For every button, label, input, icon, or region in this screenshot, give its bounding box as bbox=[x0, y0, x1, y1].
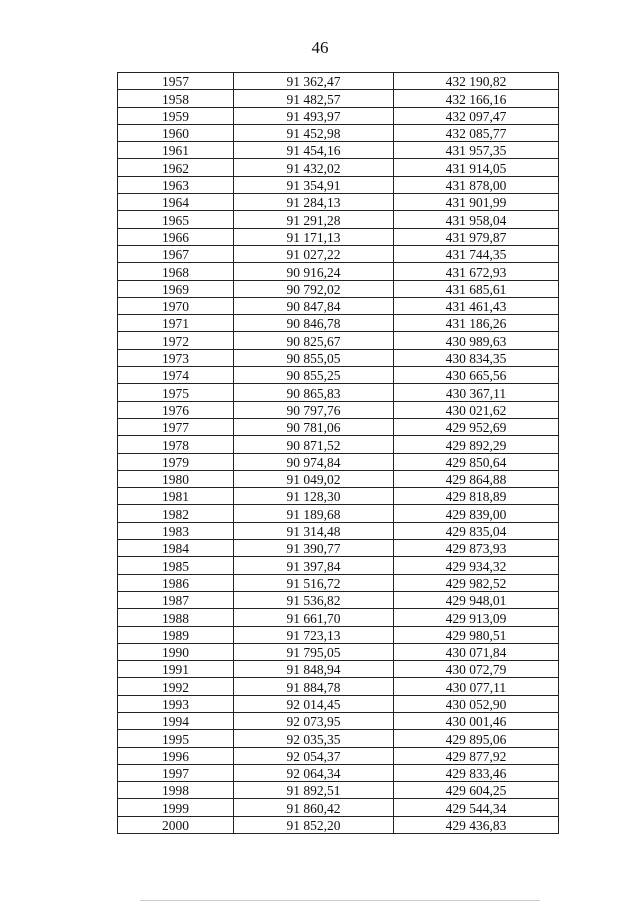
value-b-cell: 429 913,09 bbox=[394, 609, 559, 626]
value-a-cell: 92 054,37 bbox=[234, 747, 394, 764]
year-cell: 1985 bbox=[118, 557, 234, 574]
value-a-cell: 91 452,98 bbox=[234, 124, 394, 141]
table-row bbox=[118, 678, 559, 695]
table-row bbox=[118, 263, 559, 280]
year-cell: 1990 bbox=[118, 643, 234, 660]
table-row bbox=[118, 384, 559, 401]
value-a-cell: 90 865,83 bbox=[234, 384, 394, 401]
value-a-cell: 90 846,78 bbox=[234, 315, 394, 332]
value-b-cell: 432 166,16 bbox=[394, 90, 559, 107]
year-cell: 1973 bbox=[118, 349, 234, 366]
value-a-cell: 91 795,05 bbox=[234, 643, 394, 660]
value-b-cell: 431 901,99 bbox=[394, 194, 559, 211]
table-row bbox=[118, 816, 559, 833]
table-row bbox=[118, 488, 559, 505]
year-cell: 2000 bbox=[118, 816, 234, 833]
value-b-cell: 429 604,25 bbox=[394, 782, 559, 799]
year-cell: 1958 bbox=[118, 90, 234, 107]
value-b-cell: 431 685,61 bbox=[394, 280, 559, 297]
value-b-cell: 429 818,89 bbox=[394, 488, 559, 505]
page-number: 46 bbox=[311, 38, 329, 57]
value-a-cell: 90 797,76 bbox=[234, 401, 394, 418]
value-b-cell: 430 072,79 bbox=[394, 661, 559, 678]
value-b-cell: 429 873,93 bbox=[394, 540, 559, 557]
year-cell: 1984 bbox=[118, 540, 234, 557]
table-row bbox=[118, 245, 559, 262]
table-row bbox=[118, 591, 559, 608]
table-row bbox=[118, 315, 559, 332]
table-row bbox=[118, 764, 559, 781]
value-b-cell: 431 878,00 bbox=[394, 176, 559, 193]
year-cell: 1978 bbox=[118, 436, 234, 453]
table-row bbox=[118, 332, 559, 349]
year-cell: 1965 bbox=[118, 211, 234, 228]
value-a-cell: 91 723,13 bbox=[234, 626, 394, 643]
value-a-cell: 90 916,24 bbox=[234, 263, 394, 280]
year-cell: 1966 bbox=[118, 228, 234, 245]
year-cell: 1999 bbox=[118, 799, 234, 816]
table-row bbox=[118, 367, 559, 384]
year-cell: 1959 bbox=[118, 107, 234, 124]
value-a-cell: 91 536,82 bbox=[234, 591, 394, 608]
table-row bbox=[118, 626, 559, 643]
value-b-cell: 429 850,64 bbox=[394, 453, 559, 470]
year-cell: 1988 bbox=[118, 609, 234, 626]
table-body bbox=[118, 73, 559, 834]
value-a-cell: 91 354,91 bbox=[234, 176, 394, 193]
value-a-cell: 90 974,84 bbox=[234, 453, 394, 470]
value-b-cell: 430 665,56 bbox=[394, 367, 559, 384]
value-a-cell: 91 892,51 bbox=[234, 782, 394, 799]
table-row bbox=[118, 557, 559, 574]
value-b-cell: 430 367,11 bbox=[394, 384, 559, 401]
value-b-cell: 432 085,77 bbox=[394, 124, 559, 141]
value-a-cell: 90 871,52 bbox=[234, 436, 394, 453]
year-cell: 1983 bbox=[118, 522, 234, 539]
year-cell: 1968 bbox=[118, 263, 234, 280]
year-cell: 1993 bbox=[118, 695, 234, 712]
year-cell: 1970 bbox=[118, 297, 234, 314]
value-b-cell: 429 948,01 bbox=[394, 591, 559, 608]
table-row bbox=[118, 661, 559, 678]
table-row bbox=[118, 176, 559, 193]
value-a-cell: 91 454,16 bbox=[234, 142, 394, 159]
table-row bbox=[118, 194, 559, 211]
value-a-cell: 90 825,67 bbox=[234, 332, 394, 349]
table-row bbox=[118, 280, 559, 297]
value-a-cell: 91 852,20 bbox=[234, 816, 394, 833]
value-b-cell: 431 461,43 bbox=[394, 297, 559, 314]
value-b-cell: 429 892,29 bbox=[394, 436, 559, 453]
year-cell: 1962 bbox=[118, 159, 234, 176]
table-row bbox=[118, 124, 559, 141]
value-a-cell: 90 781,06 bbox=[234, 418, 394, 435]
value-a-cell: 92 073,95 bbox=[234, 712, 394, 729]
year-cell: 1977 bbox=[118, 418, 234, 435]
year-cell: 1986 bbox=[118, 574, 234, 591]
value-a-cell: 91 482,57 bbox=[234, 90, 394, 107]
year-cell: 1981 bbox=[118, 488, 234, 505]
table-row bbox=[118, 540, 559, 557]
value-a-cell: 91 493,97 bbox=[234, 107, 394, 124]
year-cell: 1994 bbox=[118, 712, 234, 729]
year-cell: 1987 bbox=[118, 591, 234, 608]
table-row bbox=[118, 799, 559, 816]
value-b-cell: 431 979,87 bbox=[394, 228, 559, 245]
value-b-cell: 431 957,35 bbox=[394, 142, 559, 159]
value-b-cell: 429 952,69 bbox=[394, 418, 559, 435]
table-row bbox=[118, 436, 559, 453]
value-b-cell: 432 190,82 bbox=[394, 73, 559, 90]
value-a-cell: 91 390,77 bbox=[234, 540, 394, 557]
value-b-cell: 431 914,05 bbox=[394, 159, 559, 176]
data-table bbox=[117, 72, 559, 834]
year-cell: 1998 bbox=[118, 782, 234, 799]
value-a-cell: 91 432,02 bbox=[234, 159, 394, 176]
year-cell: 1992 bbox=[118, 678, 234, 695]
value-a-cell: 91 314,48 bbox=[234, 522, 394, 539]
table-row bbox=[118, 782, 559, 799]
value-b-cell: 431 744,35 bbox=[394, 245, 559, 262]
table-row bbox=[118, 574, 559, 591]
value-a-cell: 92 014,45 bbox=[234, 695, 394, 712]
value-b-cell: 429 835,04 bbox=[394, 522, 559, 539]
value-b-cell: 430 071,84 bbox=[394, 643, 559, 660]
value-a-cell: 91 848,94 bbox=[234, 661, 394, 678]
value-b-cell: 431 672,93 bbox=[394, 263, 559, 280]
value-a-cell: 91 860,42 bbox=[234, 799, 394, 816]
bottom-divider bbox=[140, 900, 540, 901]
table-row bbox=[118, 349, 559, 366]
value-b-cell: 430 052,90 bbox=[394, 695, 559, 712]
table-row bbox=[118, 228, 559, 245]
year-cell: 1991 bbox=[118, 661, 234, 678]
value-a-cell: 91 284,13 bbox=[234, 194, 394, 211]
year-cell: 1996 bbox=[118, 747, 234, 764]
year-cell: 1957 bbox=[118, 73, 234, 90]
value-a-cell: 91 661,70 bbox=[234, 609, 394, 626]
value-b-cell: 429 864,88 bbox=[394, 470, 559, 487]
value-a-cell: 90 855,05 bbox=[234, 349, 394, 366]
table-row bbox=[118, 73, 559, 90]
table-row bbox=[118, 609, 559, 626]
year-cell: 1997 bbox=[118, 764, 234, 781]
table-row bbox=[118, 107, 559, 124]
table-row bbox=[118, 211, 559, 228]
value-b-cell: 430 834,35 bbox=[394, 349, 559, 366]
value-a-cell: 92 064,34 bbox=[234, 764, 394, 781]
year-cell: 1961 bbox=[118, 142, 234, 159]
value-a-cell: 90 792,02 bbox=[234, 280, 394, 297]
value-b-cell: 430 001,46 bbox=[394, 712, 559, 729]
year-cell: 1972 bbox=[118, 332, 234, 349]
value-b-cell: 430 077,11 bbox=[394, 678, 559, 695]
year-cell: 1963 bbox=[118, 176, 234, 193]
value-b-cell: 429 895,06 bbox=[394, 730, 559, 747]
table-row bbox=[118, 712, 559, 729]
value-a-cell: 92 035,35 bbox=[234, 730, 394, 747]
value-b-cell: 429 980,51 bbox=[394, 626, 559, 643]
value-a-cell: 91 397,84 bbox=[234, 557, 394, 574]
table-row bbox=[118, 730, 559, 747]
value-a-cell: 90 847,84 bbox=[234, 297, 394, 314]
year-cell: 1980 bbox=[118, 470, 234, 487]
table-row bbox=[118, 695, 559, 712]
value-a-cell: 91 049,02 bbox=[234, 470, 394, 487]
year-cell: 1969 bbox=[118, 280, 234, 297]
value-a-cell: 91 128,30 bbox=[234, 488, 394, 505]
year-cell: 1976 bbox=[118, 401, 234, 418]
table-row bbox=[118, 747, 559, 764]
year-cell: 1971 bbox=[118, 315, 234, 332]
year-cell: 1964 bbox=[118, 194, 234, 211]
year-cell: 1967 bbox=[118, 245, 234, 262]
year-cell: 1989 bbox=[118, 626, 234, 643]
table-row bbox=[118, 522, 559, 539]
value-b-cell: 431 186,26 bbox=[394, 315, 559, 332]
value-b-cell: 429 839,00 bbox=[394, 505, 559, 522]
table-row bbox=[118, 142, 559, 159]
table-row bbox=[118, 297, 559, 314]
value-a-cell: 91 362,47 bbox=[234, 73, 394, 90]
value-b-cell: 432 097,47 bbox=[394, 107, 559, 124]
table-row bbox=[118, 401, 559, 418]
value-a-cell: 90 855,25 bbox=[234, 367, 394, 384]
value-a-cell: 91 884,78 bbox=[234, 678, 394, 695]
table-row bbox=[118, 505, 559, 522]
table-row bbox=[118, 90, 559, 107]
table-row bbox=[118, 643, 559, 660]
table-row bbox=[118, 159, 559, 176]
value-b-cell: 430 989,63 bbox=[394, 332, 559, 349]
value-b-cell: 429 544,34 bbox=[394, 799, 559, 816]
table-row bbox=[118, 418, 559, 435]
value-a-cell: 91 027,22 bbox=[234, 245, 394, 262]
value-a-cell: 91 171,13 bbox=[234, 228, 394, 245]
year-cell: 1982 bbox=[118, 505, 234, 522]
value-b-cell: 430 021,62 bbox=[394, 401, 559, 418]
value-a-cell: 91 516,72 bbox=[234, 574, 394, 591]
value-b-cell: 429 833,46 bbox=[394, 764, 559, 781]
value-a-cell: 91 291,28 bbox=[234, 211, 394, 228]
value-b-cell: 429 982,52 bbox=[394, 574, 559, 591]
value-b-cell: 429 934,32 bbox=[394, 557, 559, 574]
year-cell: 1979 bbox=[118, 453, 234, 470]
value-b-cell: 429 877,92 bbox=[394, 747, 559, 764]
value-a-cell: 91 189,68 bbox=[234, 505, 394, 522]
year-cell: 1960 bbox=[118, 124, 234, 141]
table-row bbox=[118, 470, 559, 487]
value-b-cell: 429 436,83 bbox=[394, 816, 559, 833]
year-cell: 1974 bbox=[118, 367, 234, 384]
year-cell: 1995 bbox=[118, 730, 234, 747]
year-cell: 1975 bbox=[118, 384, 234, 401]
value-b-cell: 431 958,04 bbox=[394, 211, 559, 228]
table-row bbox=[118, 453, 559, 470]
